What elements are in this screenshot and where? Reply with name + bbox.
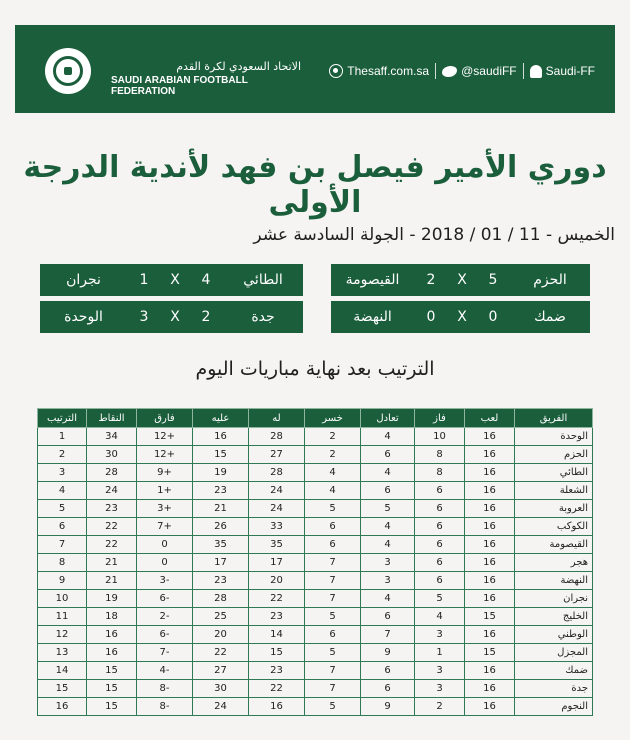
cell-played: 15 xyxy=(465,644,515,662)
league-title: دوري الأمير فيصل بن فهد لأندية الدرجة الأولى xyxy=(23,150,607,220)
cell-points: 16 xyxy=(87,626,137,644)
website-text: Thesaff.com.sa xyxy=(347,64,430,78)
col-header-goal-diff: فارق xyxy=(137,409,193,428)
social-links xyxy=(329,63,595,79)
cell-team: المجزل xyxy=(515,644,593,662)
cell-played: 15 xyxy=(465,608,515,626)
cell-rank: 3 xyxy=(38,464,87,482)
cell-goals-against: 27 xyxy=(193,662,249,680)
away-team: القيصومة xyxy=(345,272,400,288)
cell-lost: 7 xyxy=(305,572,361,590)
home-team: الحزم xyxy=(533,272,567,288)
cell-goal-diff: -4 xyxy=(137,662,193,680)
twitter-text: @saudiFF xyxy=(461,64,517,78)
cell-played: 16 xyxy=(465,482,515,500)
cell-team: الكوكب xyxy=(515,518,593,536)
federation-name-ar: الاتحاد السعودي لكرة القدم xyxy=(176,60,301,73)
cell-points: 18 xyxy=(87,608,137,626)
cell-rank: 7 xyxy=(38,536,87,554)
cell-goals-for: 33 xyxy=(249,518,305,536)
cell-goals-for: 24 xyxy=(249,482,305,500)
cell-goals-against: 24 xyxy=(193,698,249,716)
cell-won: 6 xyxy=(415,482,465,500)
table-row xyxy=(38,590,593,608)
away-score: 2 xyxy=(426,272,436,288)
cell-lost: 6 xyxy=(305,536,361,554)
away-team: نجران xyxy=(66,272,101,288)
snapchat-icon xyxy=(530,65,542,78)
cell-goal-diff: +12 xyxy=(137,428,193,446)
cell-rank: 9 xyxy=(38,572,87,590)
cell-goals-for: 20 xyxy=(249,572,305,590)
table-row xyxy=(38,644,593,662)
cell-goal-diff: -3 xyxy=(137,572,193,590)
cell-goals-for: 27 xyxy=(249,446,305,464)
home-team: ضمك xyxy=(534,309,566,325)
cell-lost: 7 xyxy=(305,554,361,572)
cell-goals-against: 23 xyxy=(193,572,249,590)
cell-team: الحزم xyxy=(515,446,593,464)
cell-played: 16 xyxy=(465,698,515,716)
cell-goal-diff: +1 xyxy=(137,482,193,500)
versus: X xyxy=(457,272,467,288)
cell-goals-for: 23 xyxy=(249,608,305,626)
cell-rank: 12 xyxy=(38,626,87,644)
cell-points: 22 xyxy=(87,536,137,554)
cell-drawn: 3 xyxy=(361,572,415,590)
football-icon xyxy=(53,56,83,86)
cell-drawn: 7 xyxy=(361,626,415,644)
cell-drawn: 4 xyxy=(361,464,415,482)
cell-lost: 4 xyxy=(305,482,361,500)
cell-goal-diff: +9 xyxy=(137,464,193,482)
cell-team: العروبة xyxy=(515,500,593,518)
cell-lost: 7 xyxy=(305,680,361,698)
table-row xyxy=(38,536,593,554)
cell-won: 10 xyxy=(415,428,465,446)
cell-team: القيصومة xyxy=(515,536,593,554)
cell-drawn: 4 xyxy=(361,428,415,446)
cell-team: الوطني xyxy=(515,626,593,644)
col-header-won: فاز xyxy=(415,409,465,428)
col-header-team: الفريق xyxy=(515,409,593,428)
away-team: الوحدة xyxy=(64,309,103,325)
table-row xyxy=(38,446,593,464)
match-day-subtitle: الخميس - 11 / 01 / 2018 - الجولة السادسة عشر xyxy=(253,225,615,245)
cell-played: 16 xyxy=(465,662,515,680)
cell-goal-diff: +3 xyxy=(137,500,193,518)
cell-played: 16 xyxy=(465,446,515,464)
cell-goals-for: 22 xyxy=(249,590,305,608)
versus: X xyxy=(170,272,180,288)
table-row xyxy=(38,680,593,698)
cell-team: الخليج xyxy=(515,608,593,626)
standings-table xyxy=(37,408,593,716)
cell-lost: 2 xyxy=(305,428,361,446)
match-result xyxy=(40,264,303,296)
cell-points: 16 xyxy=(87,644,137,662)
cell-rank: 14 xyxy=(38,662,87,680)
cell-goals-for: 16 xyxy=(249,698,305,716)
col-header-drawn: تعادل xyxy=(361,409,415,428)
match-result xyxy=(331,301,590,333)
cell-won: 6 xyxy=(415,500,465,518)
cell-won: 6 xyxy=(415,536,465,554)
cell-points: 28 xyxy=(87,464,137,482)
cell-goals-for: 17 xyxy=(249,554,305,572)
cell-goal-diff: -8 xyxy=(137,680,193,698)
match-result xyxy=(331,264,590,296)
cell-goals-against: 21 xyxy=(193,500,249,518)
cell-goal-diff: +12 xyxy=(137,446,193,464)
col-header-goals-against: عليه xyxy=(193,409,249,428)
cell-won: 6 xyxy=(415,572,465,590)
cell-goal-diff: -7 xyxy=(137,644,193,662)
away-score: 3 xyxy=(139,309,149,325)
divider xyxy=(435,63,436,79)
away-score: 1 xyxy=(139,272,149,288)
cell-goals-for: 28 xyxy=(249,464,305,482)
cell-goal-diff: 0 xyxy=(137,554,193,572)
cell-drawn: 9 xyxy=(361,698,415,716)
home-score: 4 xyxy=(201,272,211,288)
twitter-icon xyxy=(442,66,457,77)
standings-body xyxy=(38,428,593,716)
cell-played: 16 xyxy=(465,572,515,590)
cell-goals-against: 28 xyxy=(193,590,249,608)
federation-name-en: SAUDI ARABIAN FOOTBALL FEDERATION xyxy=(111,75,248,97)
cell-goals-for: 35 xyxy=(249,536,305,554)
cell-drawn: 6 xyxy=(361,680,415,698)
cell-rank: 11 xyxy=(38,608,87,626)
cell-rank: 8 xyxy=(38,554,87,572)
cell-played: 16 xyxy=(465,536,515,554)
cell-points: 23 xyxy=(87,500,137,518)
home-team: جدة xyxy=(251,309,275,325)
cell-points: 34 xyxy=(87,428,137,446)
cell-drawn: 6 xyxy=(361,482,415,500)
cell-team: هجر xyxy=(515,554,593,572)
cell-points: 15 xyxy=(87,662,137,680)
cell-goal-diff: 0 xyxy=(137,536,193,554)
cell-goals-against: 19 xyxy=(193,464,249,482)
cell-goal-diff: +7 xyxy=(137,518,193,536)
cell-lost: 2 xyxy=(305,446,361,464)
cell-drawn: 4 xyxy=(361,536,415,554)
cell-team: نجران xyxy=(515,590,593,608)
table-row xyxy=(38,626,593,644)
table-row xyxy=(38,572,593,590)
cell-rank: 13 xyxy=(38,644,87,662)
cell-won: 2 xyxy=(415,698,465,716)
standings-title: الترتيب بعد نهاية مباريات اليوم xyxy=(195,358,435,380)
home-team: الطائي xyxy=(243,272,283,288)
cell-goals-against: 15 xyxy=(193,446,249,464)
cell-won: 1 xyxy=(415,644,465,662)
cell-points: 21 xyxy=(87,572,137,590)
website-link[interactable] xyxy=(329,64,429,78)
cell-lost: 5 xyxy=(305,500,361,518)
col-header-points: النقاط xyxy=(87,409,137,428)
cell-rank: 5 xyxy=(38,500,87,518)
table-row xyxy=(38,608,593,626)
cell-points: 15 xyxy=(87,680,137,698)
cell-lost: 5 xyxy=(305,698,361,716)
cell-played: 16 xyxy=(465,590,515,608)
cell-won: 6 xyxy=(415,554,465,572)
cell-goals-against: 25 xyxy=(193,608,249,626)
table-row xyxy=(38,518,593,536)
cell-lost: 4 xyxy=(305,464,361,482)
divider xyxy=(523,63,524,79)
cell-goal-diff: -2 xyxy=(137,608,193,626)
cell-goals-for: 24 xyxy=(249,500,305,518)
away-score: 0 xyxy=(426,309,436,325)
home-score: 2 xyxy=(201,309,211,325)
match-result xyxy=(40,301,303,333)
cell-lost: 6 xyxy=(305,518,361,536)
cell-rank: 4 xyxy=(38,482,87,500)
cell-goals-against: 23 xyxy=(193,482,249,500)
col-header-goals-for: له xyxy=(249,409,305,428)
cell-drawn: 5 xyxy=(361,500,415,518)
cell-goals-for: 14 xyxy=(249,626,305,644)
cell-won: 3 xyxy=(415,626,465,644)
cell-points: 24 xyxy=(87,482,137,500)
cell-goal-diff: -6 xyxy=(137,626,193,644)
cell-team: الشعلة xyxy=(515,482,593,500)
cell-rank: 16 xyxy=(38,698,87,716)
table-row xyxy=(38,698,593,716)
cell-drawn: 9 xyxy=(361,644,415,662)
cell-lost: 5 xyxy=(305,644,361,662)
cell-goals-against: 30 xyxy=(193,680,249,698)
cell-drawn: 3 xyxy=(361,554,415,572)
cell-team: الوحدة xyxy=(515,428,593,446)
cell-played: 16 xyxy=(465,500,515,518)
snapchat-text: Saudi-FF xyxy=(545,64,595,78)
cell-won: 8 xyxy=(415,446,465,464)
cell-goals-for: 15 xyxy=(249,644,305,662)
cell-points: 15 xyxy=(87,698,137,716)
away-team: النهضة xyxy=(353,309,392,325)
cell-won: 3 xyxy=(415,662,465,680)
cell-lost: 7 xyxy=(305,662,361,680)
cell-rank: 6 xyxy=(38,518,87,536)
globe-icon xyxy=(329,64,343,78)
header-banner xyxy=(15,25,615,113)
cell-played: 16 xyxy=(465,518,515,536)
versus: X xyxy=(170,309,180,325)
cell-played: 16 xyxy=(465,428,515,446)
cell-goals-against: 20 xyxy=(193,626,249,644)
cell-points: 19 xyxy=(87,590,137,608)
cell-points: 30 xyxy=(87,446,137,464)
cell-drawn: 6 xyxy=(361,662,415,680)
home-score: 5 xyxy=(488,272,498,288)
twitter-link[interactable] xyxy=(442,64,517,78)
snapchat-link[interactable] xyxy=(530,64,595,78)
table-row xyxy=(38,500,593,518)
cell-won: 5 xyxy=(415,590,465,608)
cell-rank: 10 xyxy=(38,590,87,608)
col-header-rank: الترتيب xyxy=(38,409,87,428)
cell-played: 16 xyxy=(465,554,515,572)
home-score: 0 xyxy=(488,309,498,325)
cell-goal-diff: -6 xyxy=(137,590,193,608)
table-row xyxy=(38,464,593,482)
cell-drawn: 6 xyxy=(361,608,415,626)
cell-goal-diff: -8 xyxy=(137,698,193,716)
cell-played: 16 xyxy=(465,680,515,698)
cell-played: 16 xyxy=(465,464,515,482)
table-row xyxy=(38,428,593,446)
cell-team: جدة xyxy=(515,680,593,698)
cell-drawn: 6 xyxy=(361,446,415,464)
cell-points: 22 xyxy=(87,518,137,536)
cell-points: 21 xyxy=(87,554,137,572)
cell-won: 8 xyxy=(415,464,465,482)
cell-drawn: 4 xyxy=(361,590,415,608)
cell-lost: 7 xyxy=(305,590,361,608)
col-header-played: لعب xyxy=(465,409,515,428)
cell-goals-for: 23 xyxy=(249,662,305,680)
table-row xyxy=(38,554,593,572)
federation-logo xyxy=(45,48,91,94)
table-row xyxy=(38,482,593,500)
col-header-lost: خسر xyxy=(305,409,361,428)
cell-team: الطائي xyxy=(515,464,593,482)
cell-rank: 15 xyxy=(38,680,87,698)
cell-goals-against: 22 xyxy=(193,644,249,662)
cell-goals-against: 35 xyxy=(193,536,249,554)
cell-rank: 2 xyxy=(38,446,87,464)
cell-rank: 1 xyxy=(38,428,87,446)
cell-goals-against: 17 xyxy=(193,554,249,572)
cell-lost: 6 xyxy=(305,626,361,644)
cell-team: النهضة xyxy=(515,572,593,590)
cell-goals-against: 26 xyxy=(193,518,249,536)
cell-drawn: 4 xyxy=(361,518,415,536)
cell-won: 3 xyxy=(415,680,465,698)
cell-team: ضمك xyxy=(515,662,593,680)
table-header-row xyxy=(38,409,593,428)
cell-played: 16 xyxy=(465,626,515,644)
cell-goals-for: 22 xyxy=(249,680,305,698)
versus: X xyxy=(457,309,467,325)
cell-lost: 5 xyxy=(305,608,361,626)
cell-won: 6 xyxy=(415,518,465,536)
cell-goals-against: 16 xyxy=(193,428,249,446)
cell-won: 4 xyxy=(415,608,465,626)
cell-team: النجوم xyxy=(515,698,593,716)
table-row xyxy=(38,662,593,680)
cell-goals-for: 28 xyxy=(249,428,305,446)
